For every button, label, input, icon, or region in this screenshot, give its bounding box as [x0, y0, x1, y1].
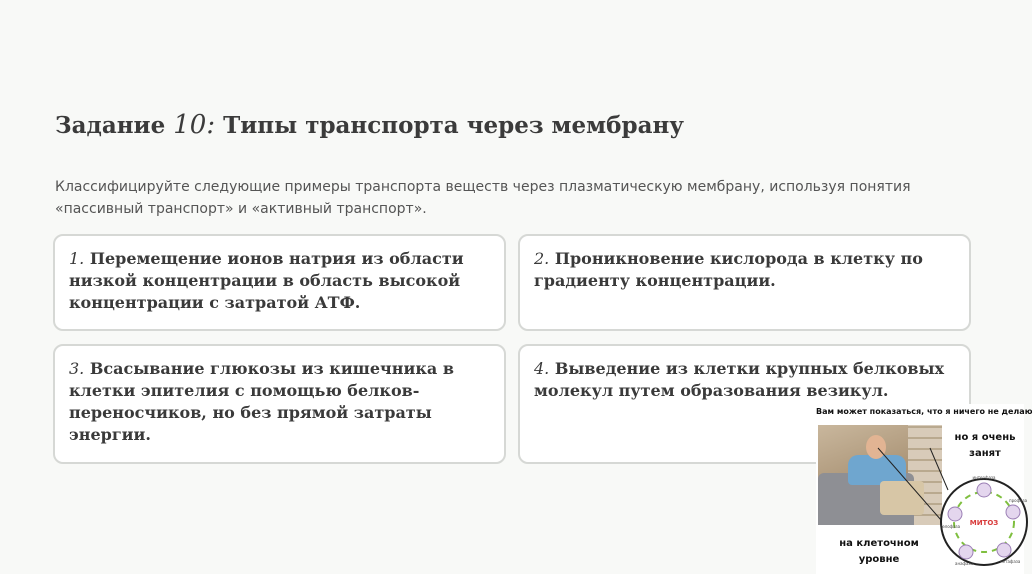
meme-right-text: но я очень занят — [954, 432, 1016, 459]
example-card-3 — [53, 344, 506, 464]
example-card-2 — [518, 234, 971, 331]
phase-label: профаза — [1008, 498, 1028, 503]
telophase-cell — [948, 507, 962, 521]
title-number: 10: — [173, 110, 216, 140]
card-text: Перемещение ионов натрия из области низкой концентрации в область высокой концентрации с затратой АТФ. — [69, 249, 464, 312]
phase-label: интерфаза — [972, 475, 996, 480]
metaphase-cell — [997, 543, 1011, 557]
card-text: Всасывание глюкозы из кишечника в клетки эпителия с помощью белков-переносчиков, но без прямой затраты энергии. — [69, 359, 454, 444]
anaphase-cell — [959, 545, 973, 559]
prophase-cell — [1006, 505, 1020, 519]
slide-title — [55, 110, 684, 140]
mitosis-label: МИТОЗ — [969, 519, 999, 527]
meme-image — [816, 404, 1032, 574]
phase-label: анафаза — [955, 561, 973, 566]
card-number: 2. — [534, 249, 550, 268]
man-on-sofa-photo — [818, 425, 942, 525]
title-text: Типы транспорта через мембрану — [223, 112, 685, 139]
phase-label: телофаза — [939, 524, 961, 529]
title-prefix: Задание — [55, 112, 166, 139]
interphase-cell — [977, 483, 991, 497]
card-number: 1. — [69, 249, 85, 268]
meme-bottom-text: на клеточном уровне — [839, 538, 919, 565]
man-legs — [880, 481, 924, 515]
phase-label: метафаза — [999, 559, 1021, 564]
man-head — [866, 435, 886, 459]
card-text: Выведение из клетки крупных белковых молекул путем образования везикул. — [534, 359, 945, 400]
task-description: Классифицируйте следующие примеры транспорта веществ через плазматическую мембрану, используя понятия «пассивный транспорт» и «активный транспорт». — [55, 179, 911, 217]
card-number: 4. — [534, 359, 550, 378]
meme-caption: Вам может показаться, что я ничего не делаю — [816, 407, 1032, 416]
card-number: 3. — [69, 359, 85, 378]
example-card-1 — [53, 234, 506, 331]
mitosis-diagram — [938, 470, 1028, 574]
card-text: Проникновение кислорода в клетку по градиенту концентрации. — [534, 249, 923, 290]
